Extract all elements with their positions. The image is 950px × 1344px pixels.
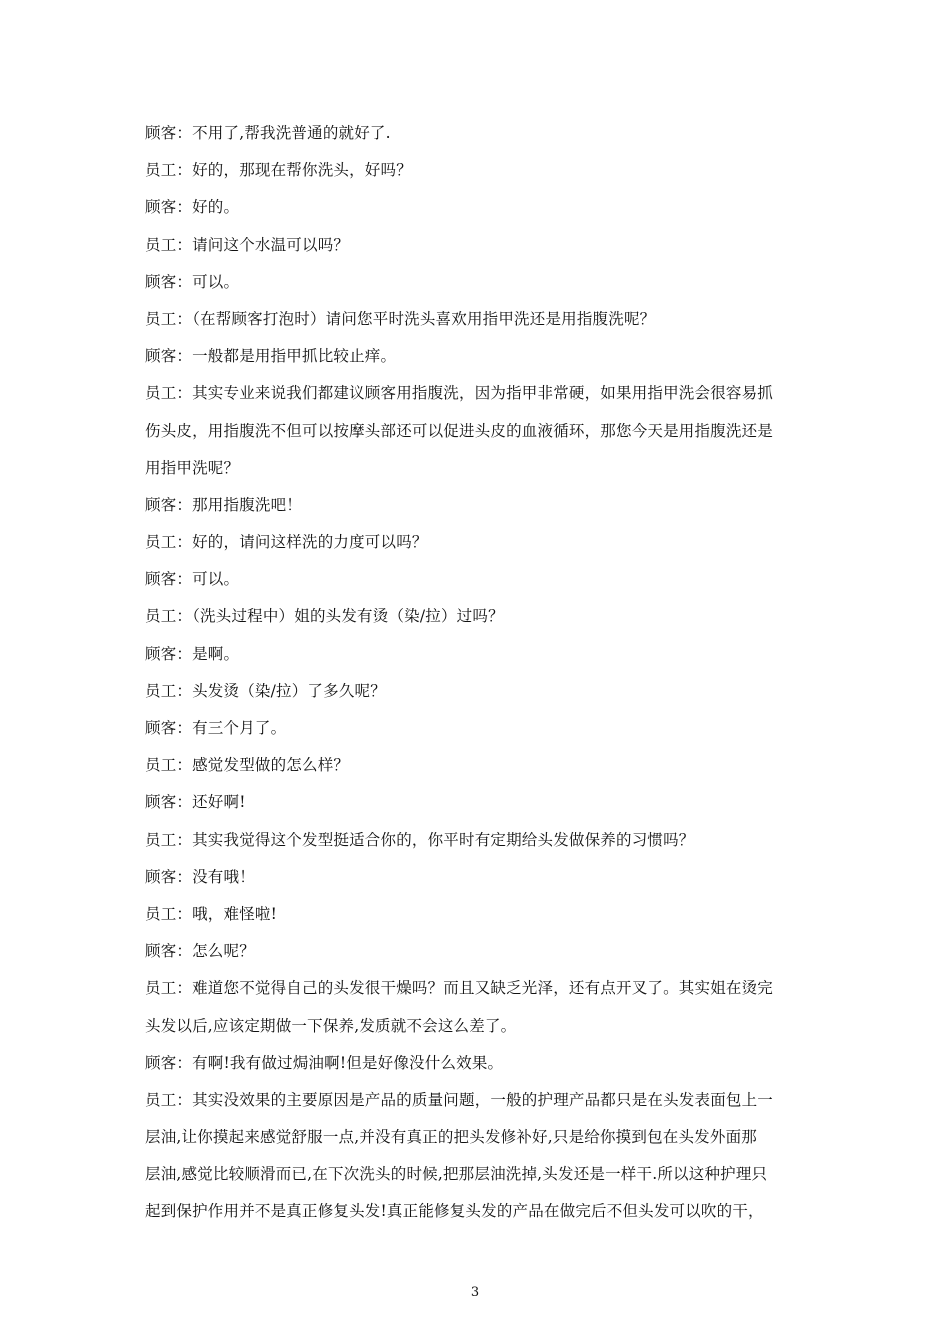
- text-line: 员工：头发烫（染/拉）了多久呢？: [145, 681, 386, 700]
- dialogue-text-block: [145, 115, 810, 1231]
- text-line: 顾客：是啊。: [145, 644, 240, 663]
- text-line: 顾客：有三个月了。: [145, 719, 287, 737]
- text-line: 员工：（洗头过程中）姐的头发有烫（染/拉）过吗？: [145, 607, 504, 626]
- page-number: 3: [470, 1285, 480, 1300]
- text-line: 顾客：好的。: [145, 198, 240, 217]
- text-line: 层油,让你摸起来感觉舒服一点,并没有真正的把头发修补好,只是给你摸到包在头发外面那: [145, 1128, 757, 1147]
- text-line: 顾客：可以。: [145, 570, 240, 589]
- text-line: 顾客：可以。: [145, 272, 240, 291]
- text-line: 顾客：一般都是用指甲抓比较止痒。: [145, 347, 397, 366]
- text-line: 员工：好的，那现在帮你洗头，好吗？: [145, 161, 412, 180]
- text-line: 顾客：不用了,帮我洗普通的就好了.: [145, 124, 391, 142]
- text-line: 员工：好的，请问这样洗的力度可以吗？: [145, 533, 428, 552]
- text-line: 头发以后,应该定期做一下保养,发质就不会这么差了。: [145, 1016, 517, 1035]
- text-line: 起到保护作用并不是真正修复头发!真正能修复头发的产品在做完后不但头发可以吹的干，: [145, 1202, 764, 1221]
- text-line: 员工：其实专业来说我们都建议顾客用指腹洗，因为指甲非常硬，如果用指甲洗会很容易抓: [145, 384, 774, 403]
- text-line: 员工：难道您不觉得自己的头发很干燥吗？而且又缺乏光泽，还有点开叉了。其实姐在烫完: [145, 979, 774, 998]
- text-line: 员工：感觉发型做的怎么样？: [145, 756, 350, 775]
- text-line: 顾客：没有哦！: [145, 867, 255, 886]
- text-line: 员工：其实没效果的主要原因是产品的质量问题，一般的护理产品都只是在头发表面包上一: [145, 1090, 774, 1109]
- text-line: 员工：请问这个水温可以吗？: [145, 235, 350, 254]
- text-line: 员工：（在帮顾客打泡时）请问您平时洗头喜欢用指甲洗还是用指腹洗呢？: [145, 309, 656, 328]
- text-line: 层油,感觉比较顺滑而已,在下次洗头的时候,把那层油洗掉,头发还是一样干.所以这种护理只: [145, 1165, 768, 1184]
- text-line: 员工：其实我觉得这个发型挺适合你的，你平时有定期给头发做保养的习惯吗？: [145, 830, 695, 849]
- text-line: 顾客：有啊!我有做过焗油啊!但是好像没什么效果。: [145, 1053, 504, 1072]
- text-line: 员工：哦，难怪啦!: [145, 904, 278, 923]
- text-line: 顾客：那用指腹洗吧！: [145, 495, 303, 514]
- text-line: 伤头皮，用指腹洗不但可以按摩头部还可以促进头皮的血液循环，那您今天是用指腹洗还是: [145, 421, 774, 440]
- text-line: 用指甲洗呢？: [145, 458, 240, 477]
- text-line: 顾客：怎么呢？: [145, 942, 255, 961]
- text-line: 顾客：还好啊!: [145, 793, 246, 812]
